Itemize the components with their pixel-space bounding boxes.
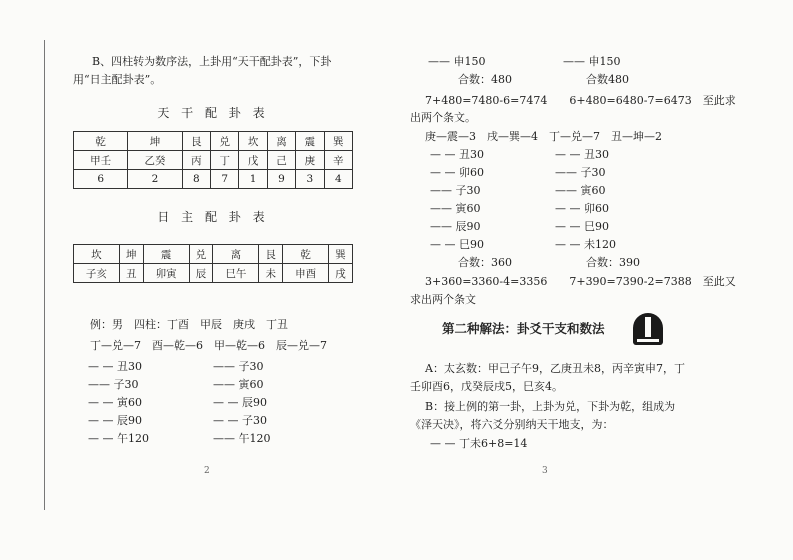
yao-line: — — 丑30 xyxy=(88,360,142,373)
table-cell: 兑 xyxy=(211,132,239,151)
table-cell: 戊 xyxy=(239,151,267,170)
table-row xyxy=(74,151,353,170)
table-cell: 3 xyxy=(296,170,324,189)
table-row xyxy=(74,132,353,151)
page-binding-line xyxy=(44,40,45,510)
table-cell: 未 xyxy=(259,264,283,283)
table-cell: 申酉 xyxy=(283,264,329,283)
table-cell: 坎 xyxy=(74,245,120,264)
table-row xyxy=(74,245,353,264)
top-yao-left: —— 申150 xyxy=(428,55,486,68)
table2-title: 日 主 配 卦 表 xyxy=(157,210,269,224)
para-b-line-1: B：接上例的第一卦，上卦为兑，下卦为乾，组成为 xyxy=(425,400,676,413)
table-cell: 震 xyxy=(143,245,189,264)
table-cell: 巽 xyxy=(329,245,353,264)
table-cell: 9 xyxy=(267,170,295,189)
table-cell: 8 xyxy=(182,170,210,189)
yao-line: — — 巳90 xyxy=(430,238,484,251)
table-cell: 卯寅 xyxy=(143,264,189,283)
publisher-logo xyxy=(633,313,663,345)
yao-line: —— 子30 xyxy=(213,360,264,373)
yao-line: — — 辰90 xyxy=(88,414,142,427)
calc-line-2-cont: 求出两个条文 xyxy=(410,293,476,306)
table-cell: 己 xyxy=(267,151,295,170)
sum-right: 合数480 xyxy=(586,73,629,86)
table-cell: 坎 xyxy=(239,132,267,151)
table-cell: 艮 xyxy=(182,132,210,151)
table-cell: 乾 xyxy=(74,132,128,151)
rizhu-trigram-table xyxy=(73,244,353,283)
table-cell: 巽 xyxy=(324,132,352,151)
example-line: 例：男 四柱：丁酉 甲辰 庚戌 丁丑 xyxy=(90,318,288,331)
table-cell: 4 xyxy=(324,170,352,189)
table-cell: 丑 xyxy=(119,264,143,283)
table-cell: 丁 xyxy=(211,151,239,170)
table-cell: 离 xyxy=(267,132,295,151)
yao-line: —— 寅60 xyxy=(430,202,481,215)
yao-line: — — 卯60 xyxy=(430,166,484,179)
table-cell: 坤 xyxy=(119,245,143,264)
yao-line: — — 卯60 xyxy=(555,202,609,215)
table-cell: 2 xyxy=(128,170,182,189)
para-a-line-1: A：太玄数：甲己子午9，乙庚丑未8，丙辛寅申7，丁 xyxy=(425,362,685,375)
intro-line-1: B、四柱转为数序法，上卦用“天干配卦表”，下卦 xyxy=(92,55,332,68)
table-cell: 6 xyxy=(74,170,128,189)
table-cell: 7 xyxy=(211,170,239,189)
yao-line: — — 寅60 xyxy=(88,396,142,409)
yao-line: —— 子30 xyxy=(88,378,139,391)
table-cell: 震 xyxy=(296,132,324,151)
yao-line: —— 子30 xyxy=(555,166,606,179)
sum2-right: 合数：390 xyxy=(586,256,640,269)
yao-line: —— 子30 xyxy=(430,184,481,197)
section-title: 第二种解法：卦爻干支和数法 xyxy=(442,321,605,336)
hexagram-line-2: 庚—震—3 戌—巽—4 丁—兑—7 丑—坤—2 xyxy=(425,130,662,143)
table-cell: 艮 xyxy=(259,245,283,264)
yao-line: — — 辰90 xyxy=(213,396,267,409)
yao-line: — — 未120 xyxy=(555,238,616,251)
intro-line-2: 用“日主配卦表”。 xyxy=(73,73,162,86)
table-cell: 坤 xyxy=(128,132,182,151)
para-a-line-2: 壬卯酉6，戊癸辰戌5，巳亥4。 xyxy=(410,380,563,393)
para-b-line-2: 《泽天决》，将六爻分别纳天干地支，为： xyxy=(410,418,614,431)
page-number: 3 xyxy=(542,466,548,476)
calc-line-1: 7+480=7480-6=7474 6+480=6480-7=6473 至此求 xyxy=(425,94,736,107)
yao-line: —— 寅60 xyxy=(213,378,264,391)
table1-title: 天 干 配 卦 表 xyxy=(157,106,269,120)
yao-line: —— 午120 xyxy=(213,432,271,445)
yao-line: — — 丑30 xyxy=(430,148,484,161)
table-row xyxy=(74,170,353,189)
table-cell: 辰 xyxy=(189,264,213,283)
table-cell: 庚 xyxy=(296,151,324,170)
yao-line: — — 巳90 xyxy=(555,220,609,233)
table-cell: 乾 xyxy=(283,245,329,264)
sum-left: 合数：480 xyxy=(458,73,512,86)
calc-line-1-cont: 出两个条文。 xyxy=(410,111,476,124)
sum2-left: 合数：360 xyxy=(458,256,512,269)
top-yao-right: —— 申150 xyxy=(563,55,621,68)
table-cell: 甲壬 xyxy=(74,151,128,170)
table-cell: 乙癸 xyxy=(128,151,182,170)
yao-line: —— 寅60 xyxy=(555,184,606,197)
yao-line: — — 丑30 xyxy=(555,148,609,161)
table-cell: 子亥 xyxy=(74,264,120,283)
hexagram-line: 丁—兑—7 酉—乾—6 甲—乾—6 辰—兑—7 xyxy=(90,339,327,352)
tiangan-trigram-table xyxy=(73,131,353,189)
table-cell: 丙 xyxy=(182,151,210,170)
table-cell: 巳午 xyxy=(213,264,259,283)
yao-line: —— 辰90 xyxy=(430,220,481,233)
table-cell: 离 xyxy=(213,245,259,264)
page-number: 2 xyxy=(204,466,210,476)
table-cell: 戌 xyxy=(329,264,353,283)
yao-line: — — 子30 xyxy=(213,414,267,427)
table-cell: 兑 xyxy=(189,245,213,264)
table-cell: 1 xyxy=(239,170,267,189)
table-row xyxy=(74,264,353,283)
last-yao-line: — — 丁未6+8=14 xyxy=(430,437,528,450)
table-cell: 辛 xyxy=(324,151,352,170)
yao-line: — — 午120 xyxy=(88,432,149,445)
calc-line-2: 3+360=3360-4=3356 7+390=7390-2=7388 至此又 xyxy=(425,275,736,288)
